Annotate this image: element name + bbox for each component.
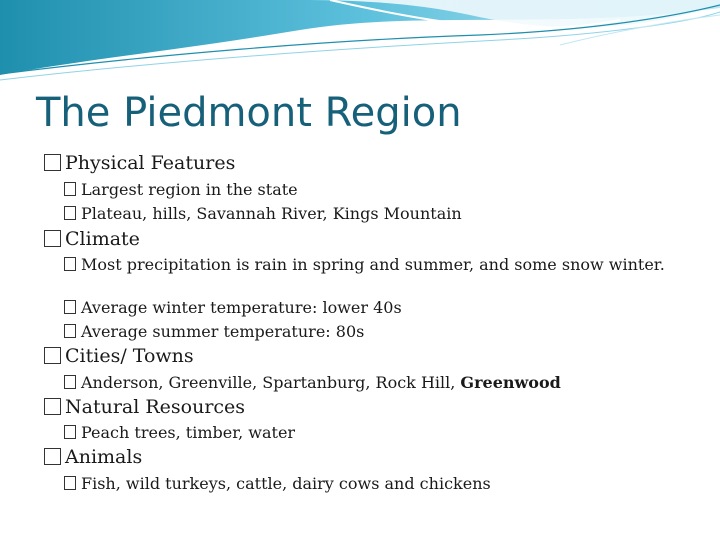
list-item <box>64 475 684 492</box>
section-natural-resources <box>44 396 245 418</box>
bullet-box-icon <box>44 154 61 171</box>
bullet-box-icon <box>64 182 76 196</box>
list-item-text: Average summer temperature: 80s <box>81 322 365 341</box>
section-heading: Cities/ Towns <box>65 345 194 367</box>
list-item <box>64 323 684 340</box>
list-item-bold-text: Greenwood <box>460 373 561 392</box>
list-item <box>64 181 684 198</box>
section-heading: Animals <box>65 446 143 468</box>
section-heading: Natural Resources <box>65 396 246 418</box>
bullet-box-icon <box>64 425 76 439</box>
section-physical-features <box>44 152 235 174</box>
list-item-text: Largest region in the state <box>81 180 298 199</box>
slide-title: The Piedmont Region <box>36 90 462 136</box>
bullet-box-icon <box>44 347 61 364</box>
list-item-text: Most precipitation is rain in spring and summer, and some snow winter. <box>81 255 665 274</box>
list-item <box>64 256 684 273</box>
bullet-box-icon <box>64 375 76 389</box>
bullet-box-icon <box>64 206 76 220</box>
bullet-box-icon <box>64 257 76 271</box>
section-heading: Climate <box>65 228 140 250</box>
bullet-box-icon <box>64 300 76 314</box>
bullet-box-icon <box>64 324 76 338</box>
section-climate <box>44 228 140 250</box>
section-animals <box>44 446 142 468</box>
list-item-text: Anderson, Greenville, Spartanburg, Rock Hill, <box>81 373 461 392</box>
bullet-box-icon <box>64 476 76 490</box>
list-item-text: Average winter temperature: lower 40s <box>81 298 402 317</box>
list-item-text: Peach trees, timber, water <box>81 423 296 442</box>
list-item-text: Plateau, hills, Savannah River, Kings Mountain <box>81 204 462 223</box>
list-item <box>64 299 684 316</box>
list-item-text: Fish, wild turkeys, cattle, dairy cows and chickens <box>81 474 491 493</box>
list-item <box>64 374 684 391</box>
bullet-box-icon <box>44 398 61 415</box>
bullet-box-icon <box>44 448 61 465</box>
list-item <box>64 205 684 222</box>
section-heading: Physical Features <box>65 152 236 174</box>
section-cities-towns <box>44 345 194 367</box>
bullet-box-icon <box>44 230 61 247</box>
list-item <box>64 424 684 441</box>
